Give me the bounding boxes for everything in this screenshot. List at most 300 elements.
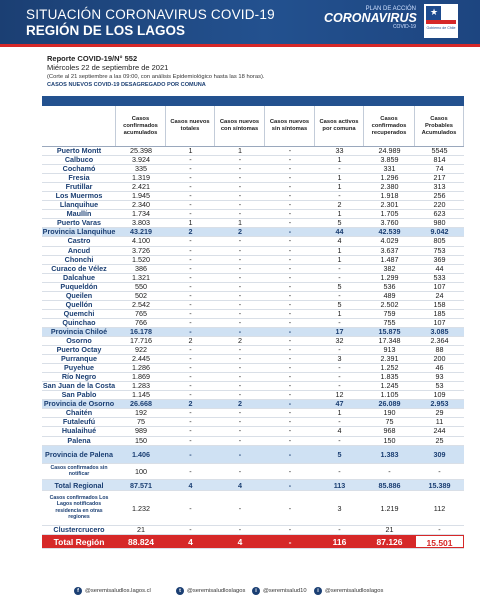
new-total: - [189, 327, 192, 336]
active-cases: - [338, 382, 341, 391]
instagram-handle-2: @seremisaludloslagos [325, 588, 384, 594]
commune-name: Chaitén [65, 409, 93, 418]
new-symptomatic: - [238, 525, 242, 534]
new-symptomatic: 4 [238, 480, 242, 490]
active-cases: - [338, 466, 341, 476]
active-cases: 5 [337, 219, 342, 228]
active-cases: - [338, 364, 341, 373]
commune-name: Cochamó [62, 165, 96, 174]
new-asymptomatic: - [288, 364, 292, 373]
new-asymptomatic: - [288, 436, 292, 445]
confirmed-cumulative: 1.319 [132, 174, 150, 183]
new-symptomatic: - [238, 364, 242, 373]
new-total: - [189, 364, 192, 373]
commune-name: Quemchi [63, 309, 95, 318]
new-asymptomatic: - [288, 525, 292, 534]
new-asymptomatic: - [288, 291, 292, 300]
new-symptomatic: - [238, 255, 242, 264]
new-symptomatic: - [238, 373, 242, 382]
instagram-link-2[interactable] [314, 587, 383, 595]
probable-cumulative: - [438, 525, 441, 534]
active-cases: 12 [335, 391, 344, 400]
new-asymptomatic: - [288, 210, 292, 219]
new-total: - [189, 427, 192, 436]
table-row [42, 346, 464, 355]
recovered: 2.301 [380, 201, 399, 210]
new-symptomatic: - [238, 382, 242, 391]
new-symptomatic: 1 [238, 147, 242, 155]
probable-cumulative: 15.389 [428, 480, 451, 490]
commune-name: Calbuco [64, 156, 94, 165]
recovered: 21 [385, 525, 394, 534]
new-total: - [189, 201, 192, 210]
new-total: - [189, 300, 192, 309]
recovered: 3.637 [380, 246, 399, 255]
recovered: 4.029 [380, 237, 399, 246]
twitter-link[interactable] [176, 587, 245, 595]
recovered: 75 [385, 418, 394, 427]
coronavirus-brand-logo [324, 6, 416, 30]
table-body [42, 147, 464, 549]
commune-name: Osorno [66, 336, 92, 345]
new-symptomatic: - [238, 391, 242, 400]
commune-name: Casos confirmados Los Lagos notificados residencia en otras regiones [49, 495, 109, 520]
table-row [42, 292, 464, 301]
commune-name: Puerto Octay [56, 346, 102, 355]
new-symptomatic: 1 [238, 219, 242, 228]
confirmed-cumulative: 335 [135, 165, 147, 174]
new-asymptomatic: - [288, 466, 292, 476]
new-asymptomatic: - [288, 228, 292, 237]
recovered: 759 [383, 309, 396, 318]
new-asymptomatic: - [288, 201, 292, 210]
header-red-divider [0, 44, 480, 47]
table-row [42, 156, 464, 165]
active-cases: 1 [337, 409, 342, 418]
confirmed-cumulative: 1.321 [132, 273, 150, 282]
commune-name: Puerto Varas [57, 219, 101, 228]
probable-cumulative: 15.501 [415, 535, 464, 548]
new-symptomatic: - [238, 156, 242, 165]
star-icon: ★ [430, 7, 439, 17]
recovered: 1.487 [380, 255, 399, 264]
recovered: 1.252 [380, 364, 399, 373]
table-row [42, 247, 464, 256]
new-symptomatic: 2 [238, 400, 242, 409]
facebook-icon: f [74, 587, 82, 595]
recovered: 755 [383, 318, 396, 327]
new-symptomatic: - [238, 466, 242, 476]
new-total: - [189, 449, 192, 459]
confirmed-cumulative: 17.716 [130, 336, 152, 345]
probable-cumulative: 256 [433, 192, 446, 201]
recovered: 26.089 [378, 400, 401, 409]
probable-cumulative: 533 [433, 273, 446, 282]
new-total: - [189, 466, 192, 476]
commune-name: Maullín [66, 210, 92, 219]
brand-big-text: CORONAVIRUS [324, 11, 417, 25]
confirmed-cumulative: 765 [135, 309, 147, 318]
confirmed-cumulative: 75 [137, 418, 145, 427]
new-asymptomatic: - [288, 300, 292, 309]
probable-cumulative: 200 [433, 355, 446, 364]
commune-name: Provincia de Osorno [43, 400, 115, 409]
title-line-2: REGIÓN DE LOS LAGOS [26, 23, 186, 38]
new-total: - [189, 373, 192, 382]
new-symptomatic: - [238, 174, 242, 183]
commune-name: Llanquihue [59, 201, 99, 210]
active-cases: - [338, 525, 341, 534]
commune-name: Purranque [61, 355, 97, 364]
active-cases: 1 [337, 309, 342, 318]
header-cell-commune [42, 106, 116, 146]
new-asymptomatic: - [288, 183, 292, 192]
confirmed-cumulative: 1.283 [132, 382, 150, 391]
commune-name: Clustercrucero [53, 525, 105, 534]
recovered: 489 [383, 291, 396, 300]
recovered: 24.989 [378, 147, 401, 155]
other-regions-row [42, 491, 464, 526]
active-cases: - [338, 273, 341, 282]
commune-name: Total Región [53, 536, 105, 547]
new-symptomatic: - [238, 291, 242, 300]
commune-name: Provincia Llanquihue [42, 228, 116, 237]
active-cases: - [338, 346, 341, 355]
report-note: (Corte al 21 septiembre a las 09:00, con análisis Epidemiológico hasta las 18 horas). [47, 74, 265, 80]
new-asymptomatic: - [288, 219, 292, 228]
confirmed-cumulative: 3.924 [132, 156, 150, 165]
title-line-1: SITUACIÓN CORONAVIRUS COVID-19 [26, 7, 275, 22]
commune-name: Puqueldón [60, 282, 98, 291]
recovered: 1.835 [380, 373, 399, 382]
new-symptomatic: - [238, 273, 242, 282]
new-symptomatic: - [238, 449, 242, 459]
active-cases: - [338, 373, 341, 382]
new-symptomatic: 2 [238, 228, 242, 237]
recovered: 1.105 [380, 391, 399, 400]
confirmed-cumulative: 1.145 [132, 391, 150, 400]
table-top-strip [42, 96, 464, 106]
commune-name: Queilen [65, 291, 93, 300]
facebook-handle: @seremisaludlos.lagos.cl [85, 588, 151, 594]
table-row [42, 237, 464, 246]
new-symptomatic: 2 [238, 336, 242, 345]
twitter-icon: t [176, 587, 184, 595]
confirmed-cumulative: 550 [135, 282, 147, 291]
province-subtotal-row [42, 328, 464, 337]
unnotified-cases-row [42, 464, 464, 480]
facebook-link[interactable] [74, 587, 151, 595]
instagram-icon: i [252, 587, 260, 595]
new-asymptomatic: - [288, 246, 292, 255]
commune-name: Puerto Montt [56, 147, 102, 155]
table-row [42, 210, 464, 219]
new-symptomatic: - [238, 418, 242, 427]
new-total: 4 [188, 536, 193, 547]
new-total: - [189, 346, 192, 355]
new-asymptomatic: - [288, 156, 292, 165]
confirmed-cumulative: 1.406 [132, 449, 150, 459]
new-symptomatic: - [238, 309, 242, 318]
commune-name: Chonchi [64, 255, 94, 264]
table-row [42, 437, 464, 446]
recovered: 968 [383, 427, 396, 436]
probable-cumulative: 93 [435, 373, 444, 382]
new-symptomatic: - [238, 503, 242, 513]
table-row [42, 183, 464, 192]
table-row [42, 265, 464, 274]
new-total: - [189, 318, 192, 327]
commune-name: Río Negro [61, 373, 97, 382]
new-asymptomatic: - [288, 400, 292, 409]
confirmed-cumulative: 1.945 [132, 192, 150, 201]
recovered: 87.126 [376, 536, 403, 547]
new-asymptomatic: - [288, 373, 292, 382]
probable-cumulative: 623 [433, 210, 446, 219]
new-symptomatic: - [238, 192, 242, 201]
new-asymptomatic: - [288, 327, 292, 336]
probable-cumulative: 158 [433, 300, 446, 309]
active-cases: - [338, 436, 341, 445]
table-row [42, 310, 464, 319]
probable-cumulative: 107 [433, 318, 446, 327]
new-total: - [189, 391, 192, 400]
commune-name: Fresia [68, 174, 90, 183]
table-row [42, 337, 464, 346]
new-symptomatic: - [238, 355, 242, 364]
instagram-handle: @seremisalud10 [263, 588, 307, 594]
table-row [42, 418, 464, 427]
new-total: - [189, 418, 192, 427]
table-row [42, 301, 464, 310]
recovered: 3.760 [380, 219, 399, 228]
probable-cumulative: 88 [435, 346, 444, 355]
new-symptomatic: - [238, 436, 242, 445]
recovered: 331 [383, 165, 396, 174]
report-number: Reporte COVID-19/N° 552 [47, 54, 138, 63]
confirmed-cumulative: 2.421 [132, 183, 150, 192]
active-cases: 33 [335, 147, 344, 155]
confirmed-cumulative: 3.803 [132, 219, 150, 228]
new-asymptomatic: - [288, 192, 292, 201]
confirmed-cumulative: 192 [135, 409, 147, 418]
active-cases: - [338, 418, 341, 427]
header-cell-probable: Casos Probables Acumulados [415, 106, 464, 146]
table-row [42, 355, 464, 364]
new-asymptomatic: - [288, 309, 292, 318]
commune-name: Futaleufú [62, 418, 96, 427]
region-grand-total-row [42, 535, 464, 549]
probable-cumulative: 74 [435, 165, 444, 174]
new-total: - [189, 291, 192, 300]
new-asymptomatic: - [288, 355, 292, 364]
probable-cumulative: 185 [433, 309, 446, 318]
table-row [42, 174, 464, 183]
active-cases: - [338, 192, 341, 201]
confirmed-cumulative: 502 [135, 291, 147, 300]
table-row [42, 274, 464, 283]
new-symptomatic: - [238, 264, 242, 273]
active-cases: 3 [337, 355, 342, 364]
active-cases: - [338, 264, 341, 273]
new-asymptomatic: - [288, 237, 292, 246]
commune-name: Provincia Chiloé [50, 327, 108, 336]
active-cases: 1 [337, 156, 342, 165]
confirmed-cumulative: 16.178 [130, 327, 152, 336]
recovered: 1.219 [380, 503, 399, 513]
recovered: 17.348 [378, 336, 401, 345]
recovered: 3.859 [380, 156, 399, 165]
active-cases: 47 [335, 400, 344, 409]
new-total: - [189, 355, 192, 364]
confirmed-cumulative: 87.571 [130, 480, 152, 490]
header-cell-active: Casos activos por comuna [315, 106, 364, 146]
new-symptomatic: - [238, 237, 242, 246]
commune-name: Frutillar [65, 183, 93, 192]
recovered: 150 [383, 436, 396, 445]
commune-name: Casos confirmados sin notificar [50, 464, 108, 478]
new-asymptomatic: - [288, 318, 292, 327]
recovered: 1.299 [380, 273, 399, 282]
new-symptomatic: - [238, 346, 242, 355]
new-asymptomatic: - [288, 282, 292, 291]
new-asymptomatic: - [288, 255, 292, 264]
commune-name: Dalcahue [63, 273, 95, 282]
new-total: - [189, 210, 192, 219]
brand-tiny-text: COVID-19 [392, 24, 416, 30]
regional-total-row [42, 480, 464, 491]
active-cases: 1 [337, 183, 342, 192]
active-cases: 116 [332, 536, 347, 547]
new-total: - [189, 237, 192, 246]
header-cell-new-symptomatic: Casos nuevos con síntomas [215, 106, 265, 146]
probable-cumulative: 217 [433, 174, 446, 183]
table-row [42, 364, 464, 373]
confirmed-cumulative: 4.100 [132, 237, 150, 246]
new-asymptomatic: - [288, 536, 292, 547]
new-symptomatic: - [238, 201, 242, 210]
active-cases: 1 [337, 246, 342, 255]
commune-name: San Pablo [61, 391, 97, 400]
new-asymptomatic: - [288, 174, 292, 183]
probable-cumulative: 5545 [431, 147, 448, 155]
table-row [42, 192, 464, 201]
table-row [42, 373, 464, 382]
recovered: 2.502 [380, 300, 399, 309]
report-date: Miércoles 22 de septiembre de 2021 [47, 63, 169, 72]
instagram-icon-2: i [314, 587, 322, 595]
active-cases: 5 [337, 282, 342, 291]
active-cases: - [338, 291, 341, 300]
new-asymptomatic: - [288, 391, 292, 400]
probable-cumulative: 814 [433, 156, 446, 165]
commune-name: Castro [67, 237, 91, 246]
commune-name: Quinchao [62, 318, 96, 327]
new-symptomatic: - [238, 300, 242, 309]
recovered: 1.705 [380, 210, 399, 219]
probable-cumulative: 44 [435, 264, 444, 273]
table-row [42, 391, 464, 400]
recovered: 1.245 [380, 382, 399, 391]
report-subtitle: CASOS NUEVOS COVID-19 DESAGREGADO POR COMUNA [47, 82, 206, 88]
new-total: 1 [188, 147, 193, 155]
header-cell-confirmed: Casos confirmados acumulados [116, 106, 166, 146]
new-asymptomatic: - [288, 165, 292, 174]
new-total: 4 [188, 480, 193, 490]
probable-cumulative: 29 [435, 409, 444, 418]
instagram-link[interactable] [252, 587, 307, 595]
probable-cumulative: - [438, 466, 441, 476]
active-cases: 2 [337, 201, 342, 210]
new-asymptomatic: - [288, 382, 292, 391]
table-row [42, 382, 464, 391]
confirmed-cumulative: 100 [135, 466, 147, 476]
table-row [42, 526, 464, 535]
new-symptomatic: - [238, 165, 242, 174]
active-cases: 32 [335, 336, 344, 345]
new-total: - [189, 282, 192, 291]
active-cases: 17 [335, 327, 344, 336]
probable-cumulative: 369 [433, 255, 446, 264]
recovered: 190 [383, 409, 396, 418]
header-cell-new-asymptomatic: Casos nuevos sin síntomas [265, 106, 315, 146]
recovered: 2.380 [380, 183, 399, 192]
new-symptomatic: 4 [237, 536, 243, 547]
confirmed-cumulative: 26.668 [130, 400, 152, 409]
new-total: 1 [188, 219, 193, 228]
table-row [42, 201, 464, 210]
province-subtotal-row [42, 446, 464, 464]
active-cases: 1 [337, 255, 342, 264]
new-symptomatic: - [238, 246, 242, 255]
table-row [42, 165, 464, 174]
recovered: 382 [383, 264, 396, 273]
probable-cumulative: 24 [435, 291, 444, 300]
probable-cumulative: 109 [433, 391, 446, 400]
new-symptomatic: - [238, 183, 242, 192]
active-cases: 4 [337, 427, 342, 436]
recovered: 536 [383, 282, 396, 291]
new-symptomatic: - [238, 282, 242, 291]
new-asymptomatic: - [288, 147, 292, 155]
commune-name: Palena [67, 436, 91, 445]
probable-cumulative: 980 [433, 219, 446, 228]
confirmed-cumulative: 3.726 [132, 246, 150, 255]
new-total: - [189, 156, 192, 165]
new-total: - [189, 255, 192, 264]
probable-cumulative: 25 [435, 436, 444, 445]
table-row [42, 319, 464, 328]
new-total: - [189, 525, 192, 534]
new-total: - [189, 192, 192, 201]
probable-cumulative: 805 [433, 237, 446, 246]
new-total: 2 [188, 228, 193, 237]
new-asymptomatic: - [288, 273, 292, 282]
confirmed-cumulative: 1.286 [132, 364, 150, 373]
probable-cumulative: 2.953 [430, 400, 449, 409]
confirmed-cumulative: 2.340 [132, 201, 150, 210]
province-subtotal-row [42, 400, 464, 409]
confirmed-cumulative: 43.219 [130, 228, 152, 237]
new-total: - [189, 436, 192, 445]
recovered: 85.886 [378, 480, 401, 490]
new-total: - [189, 183, 192, 192]
new-total: - [189, 246, 192, 255]
active-cases: 4 [337, 237, 342, 246]
new-total: - [189, 309, 192, 318]
new-symptomatic: - [238, 327, 242, 336]
recovered: 15.875 [378, 327, 401, 336]
